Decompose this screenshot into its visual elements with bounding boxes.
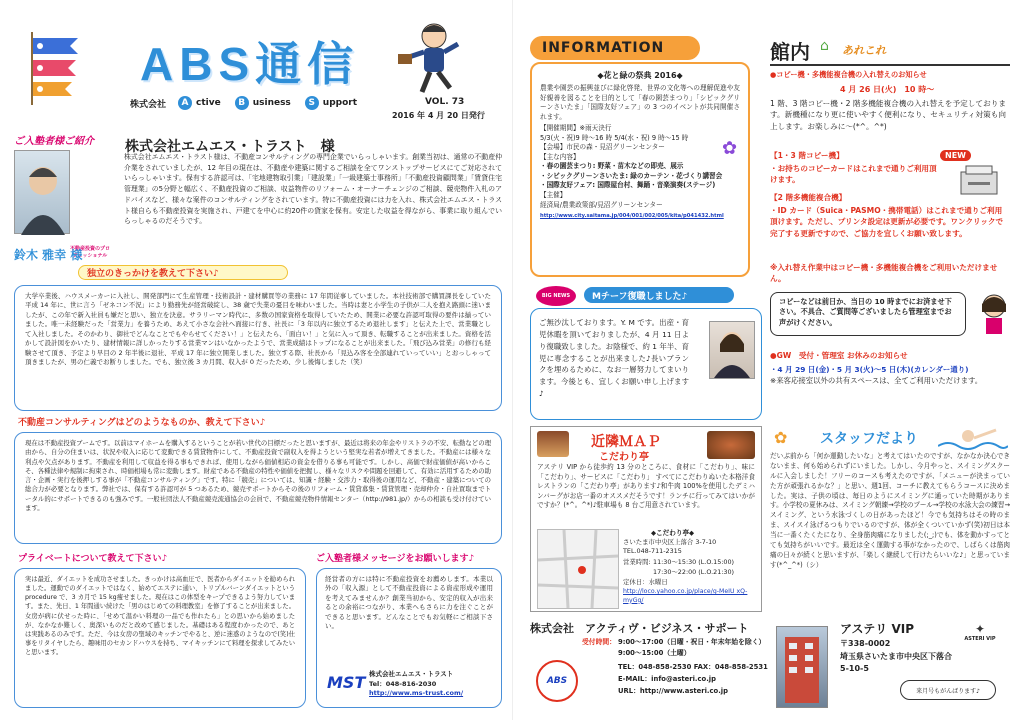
map-image (537, 529, 619, 609)
copier-icon (958, 162, 1000, 198)
brand-word-b: usiness (252, 98, 291, 108)
message-company: 株式会社エムエス・トラスト (369, 670, 454, 678)
staff-girl-illustration (974, 290, 1014, 336)
footer-hours-1: 9:00～17:00（日曜・祝日・年末年始を除く） (618, 638, 766, 646)
q2-title: 不動産コンサルティングはどのようなものか、教えて下さい♪ (14, 414, 304, 429)
footer-email[interactable]: E-MAIL：info@asteri.co.jp (618, 675, 716, 683)
asteri-logo (954, 622, 1006, 648)
intro-body: 株式会社エムエス・トラスト様は、不動産コンサルティングの専門企業でいらっしゃいます。創業当初は、通常の不動産仲介業をされていましたが、12 年目の現在は、不動産や建築に関するご相談を全てワンストップサービスにてご対応されていらっしゃいます。保有する許認可は、「宅地建物取引業」「建設業」「一級建築士事務所」「不動産投資顧問業」「賃貸住宅管理業」の5分野と幅広く、不動産投資のご相談、収益物件のリフォーム・オーナーチェンジのご相談、競売物件入札のアドバイスなど、様々な案件のコンサルティングをされています。特に不動産投資には力を入れ、株式会社エムエス・トラスト様自らも不動産投資を実施され、戸建てを中心に約20件の貸家を保有。安定した収益を得ながら、事業に取り組んでいらっしゃるのだそうです。 (124, 153, 502, 226)
staff-body: だいぶ前から「何か運動したいな」と考えてはいたのですが、なかなか決心できないまま、何も始められずにいました。しかし、今月やっと、スイミングスクールに入会しました！フリーのコースも考えたのですが、「メニューが決まっていた方が頑張れるかな？」と思い、週1回、コーチに教えてもらうコースに決めました。実は、子供の頃は、毎日のようにスイミングに通っていた時期があります。小学校の夏休みは、スイミング朝練→学校のプール→学校の水泳大会の練習→スイミング、という水泳づくしの日があったほど！今でも気持ちはその時のまま、スイスイ泳げるつもりでいるのですが、体が全くついていかず(笑)初日は本当に一番くたくたになり、全身筋肉痛になりました(;_;)でも、体を動かすってとても気持ちがいいです。最近は全く運動する事がなかったので、しばらくは筋肉痛の日々が続くと思いますが、「楽しく継続して行けたらいいな♪」と思っています(*^_^*)（シ） (770, 452, 1010, 569)
footer-hours-2: 9:00～15:00（土曜） (618, 649, 691, 657)
page-title: ABS通信 (140, 38, 360, 90)
brand-letter-b: B (235, 96, 249, 110)
info-url[interactable]: http://www.city.saitama.jp/004/001/002/005/kita/p041432.html (540, 213, 724, 220)
flower-icon: ✿ (722, 138, 738, 159)
info-line-9: 経済局/農業政策部/見沼グリーンセンター (540, 200, 663, 209)
company-brand (130, 96, 357, 110)
footer-hours-label: 受付時間： (582, 638, 616, 646)
brand-letter-a: A (178, 96, 192, 110)
info-line-8: 【主催】 (540, 191, 567, 200)
kinrin-url[interactable]: http://loco.yahoo.co.jp/place/g-MeIU xQ-myGg/ (623, 588, 748, 604)
footer-url[interactable]: URL：http://www.asteri.co.jp (618, 687, 728, 695)
notice-body: 1 階、3 階コピー機・2 階多機能複合機の入れ替えを予定しております。新機種になり更に使いやすく便利になり、セキュリティ対策も向上します。お楽しみに～(*^。^*) (770, 99, 1006, 131)
businessman-illustration (392, 18, 472, 98)
kinrin-body: アステリ VIP から徒歩約 13 分のところに、食材に「こだわり」、味に「こだわり」、サービスに「こだわり」 すべてにこだわりぬいた本格洋食レストランの「こだわり亭」があります♪和牛肉 100%を使用したデミハンバーグがお店一番のオススメだそうです！ランチに行ってみてはいかがですか？(*^。^*)♪駐車場も 8 台ご用意されています。 (537, 463, 755, 510)
copy-body: ・お持ちのコピーカードはこれまで通りご利用頂けます。 (770, 164, 937, 185)
issue-volume: VOL. 73 (425, 97, 465, 107)
message-body: 経営者の方には特に不動産投資をお薦めします。本業以外の「収入源」として不動産投資による資産形成や運用を考えてみませんか？創業当初から、安定的収入が出来るとの余裕につながり、本業へもさらに力を注ぐことができると思います。どんなことでもお気軽にご相談下さい。 (325, 575, 493, 631)
info-line-6: ・シビックグリーンさいたま: 緑のカーテン・花づくり講習会 (540, 171, 723, 180)
mst-logo: MST (327, 673, 366, 692)
info-line-3: 【会場】市民の森・見沼グリーンセンター (540, 143, 665, 152)
q3-body: 実は最近、ダイエットを成功させました。きっかけは高血圧で、医者からダイエットを勧められました。運動でのダイエットではなく、始めてエステに通い、トリプルバーンダイエットという procedure で、3 カ月で 15 kg痩せました。現在はこの体型をキープできるよう努力しています。また、先日、1 年間通い続けた「男のはじめての料理教室」を修了することが出来ました。女房が病に伏せった時に、「せめて温かい料理の一品でも作れたら」との思いから始めましたが、なかなか難しく、奥深いものだと改めて感じました。基礎はある程度わかったので、あとは実践あるのみです。ただ、今は女房の聖域のキッチンでやると、逆に迷惑のようなので(笑)仕事をリタイヤしたら、趣味用のセカンドハウスを持ち、マイキッチンにて料理を探求してみたいと思います。 (14, 568, 306, 708)
footer-bubble: 来月号もがんばります♪ (900, 680, 996, 700)
kannai-bubble-text: コピーなどは前日か、当日の 10 時までにお済ませ下さい。不具合、ご質問等ございましたら管理室までお声がけください。 (779, 297, 952, 327)
gw-note: ※来客応接室以外の共有スペースは、全てご利用いただけます。 (770, 376, 983, 385)
brand-word-s: upport (322, 98, 358, 108)
info-line-5: ・春の園芸まつり: 野菜・苗木などの即売、展示 (540, 162, 684, 171)
kinrin-closed: 定休日：水曜日 (623, 578, 668, 586)
bignews-body: ご無沙汰しております。Y. M です。出産・育児休暇を頂いておりましたが、4 月 11 日より復職致しました。お陰様で、約 1 年半、育児に専念することが出来ました♪長いブランクを埋めるために、なお一層努力してまいります。今後とも、宜しくお願い申し上げます♪ (539, 318, 689, 399)
notice-title: ●コピー機・多機能複合機の入れ替えのお知らせ (770, 70, 927, 79)
info-event-title: ◆花と緑の祭典 2016◆ (597, 71, 683, 80)
koinobori-illustration (28, 30, 86, 105)
gw-date: ・4 月 29 日(金)・5 月 3(火)～5 日(木)(カレンダー通り) (770, 365, 969, 374)
kinrin-box (530, 426, 762, 612)
house-icon: ⌂ (820, 38, 829, 54)
kinrin-title: 近隣ＭＡＰ (591, 434, 661, 450)
portrait-photo (14, 150, 70, 234)
multi-body: ・ID カード（Suica・PASMO・携帯電話）はこれまで通りご利用頂けます。ただし、プリンタ設定は更新が必要です。ワンクリックで完了する更新ですので、ご協力を宜しくお願い致します。 (770, 206, 1004, 238)
q1-body: 大学卒業後、ハウスメーカーに入社し、開発部門にて生産管理・技術設計・建材購買等の業務に 17 年間従事していました。本社技術部で購買課長をしていた平成 14 年に、世に言う「ゼネコン不況」により勤務先が経営破綻し、38 歳で失業の憂目を味わいました。当時は妻と小学生の子供が二人を抱え路頭に迷いましたが、この年で新入社員も嫌だと思い、独立を決意。サラリーマン時代に、多数の国家資格を取得していたため、開業に必要な許認可取得の要件は揃っていました。唯一未経験だった「営業力」を養うため、あえて小さな会社へ面接に行き、社長に「3 年以内に独立するため退社します」と伝えた上で、営業職として入社しました。そのかわり、御社でどんなことでもやらせてください！」と伝えたら、「面白い！」と気に入って頂き、転職することが出来ました。資格を活かして設計図をかいたり、建材情報に詳しかったりする営業マンはいなかったようで、営業成績はトップになることが出来ました。「飛び込み営業」の修行も経験させて頂き、予定より早目の 2 年半後に退社、平成 17 年に独立開業しました。独立する際、社長から「見込み客を全部連れていっていい」とおっしゃって頂きましたが、男の仁義でお断りしました。でも、独立後 3 カ月間、収入が 0 だったため、少し後悔しました（笑） (14, 285, 502, 411)
person-name: 鈴木 雅幸 様 (14, 248, 83, 262)
new-badge: NEW (940, 150, 971, 161)
bignews-box (530, 308, 762, 420)
asteri-logo-text: ASTERI VIP (964, 636, 996, 642)
issue-date: 2016 年 4 月 20 日発行 (392, 111, 485, 120)
bignews-badge: BIG NEWS (536, 286, 576, 306)
brand-word-a: ctive (196, 98, 221, 108)
kinrin-hours-1: 11:30～15:30 (L.O.15:00) (653, 558, 735, 566)
kinrin-info-title: ◆こだわり亭◆ (651, 529, 695, 537)
bignews-title: Mチーフ復職しました♪ (584, 287, 734, 303)
kannai-top-rule (770, 64, 1010, 66)
footer-building: アステリ VIP (840, 622, 915, 636)
footer-address: 埼玉県さいたま市中央区下落合 (840, 652, 952, 661)
message-tel: Tel：048-816-2030 (369, 680, 437, 688)
intro-label: ご入塾者様ご紹介 (14, 136, 94, 147)
page-divider (512, 0, 513, 720)
building-photo (776, 626, 828, 708)
asteri-logo-mark: ✦ (974, 622, 986, 636)
staff-flower-icon: ✿ (774, 428, 788, 447)
featured-company: 株式会社エムエス・トラスト 様 (125, 139, 335, 155)
kannai-title: 館内 (770, 40, 810, 64)
q1-title: 独立のきっかけを教えて下さい♪ (78, 265, 288, 280)
copy-head: 【1・3 階コピー機】 (770, 151, 844, 160)
staff-photo (709, 321, 755, 379)
footer-zip: 〒338-0002 (840, 639, 891, 648)
footer-tel: TEL：048-858-2530 FAX：048-858-2531 (618, 663, 768, 671)
notice-date: 4 月 26 日(火) 10 時〜 (840, 85, 935, 94)
kinrin-subtitle: こだわり亭 (599, 452, 649, 463)
info-line-7: ・国際友好フェア: 国際屋台村、舞踊・音楽演奏(ステージ) (540, 181, 716, 190)
info-line-2: 5/3(火・祝)9 時〜16 時 5/4(水・祝) 9 時〜15 時 (540, 133, 689, 142)
q2-body: 現在は不動産投資ブームです。以前はマイホームを購入するということが若い世代の目標だったと思いますが、最近は将来の年金やリストラの不安、転勤などの理由から、自分の住まいは、状況や収入に応じて変動できる賃貸物件にして、不動産投資で副収入を得ようという堅実な若者が増えてきました。不動産には様々な利点や欠点があります。不動産を利用して収益を得る事もできれば、使用しながら価値相応の資金を借りる事も可能です。しかし、高価で財産価値が高いからこそ、各種法律や規制に拘束され、時価相場も常に変動します。財産である不動産の特性や価値を把握し、様々なリスクや問題を回避して、有効に活用するための助言・企画・実行を後押しする事が「不動産コンサルティング」です。特に「競売」については、知識・経験・交渉力・取得後の運用など、不動産・建築についての総合力が必要となります。弊社では、保有する許認可が 5 つあるため、競売サポートからその後のリフォーム・賃貸募集・賃貸管理・売却仲介・自社買取までトータル的にサポートできるのも強みです。一般社団法人不動産競売流通協会の会員で、不動産競売物件情報センター（http://981.jp/）からの相談も受け付けています。 (14, 432, 502, 544)
kinrin-hours-label: 営業時間: (623, 558, 651, 566)
multi-head: 【2 階多機能複合機】 (770, 193, 847, 202)
person-caption: 不動産投資のプロフェッショナル (70, 246, 111, 259)
info-box (530, 62, 750, 277)
info-title: INFORMATION (530, 36, 700, 60)
message-box (316, 568, 502, 708)
kinrin-address: さいたま市中央区上落合 3-7-10 (623, 538, 717, 546)
abs-logo: ABS (536, 660, 578, 702)
company-prefix: 株式会社 (130, 99, 167, 110)
message-title: ご入塾者様メッセージをお願いします♪ (312, 550, 502, 565)
kannai-subtitle: あれこれ (842, 44, 886, 57)
message-url[interactable]: http://www.ms-trust.com/ (369, 689, 464, 697)
staff-title: スタッフだより (820, 431, 918, 447)
replacement-warning: ※入れ替え作業中はコピー機・多機能複合機をご利用いただけません。 (770, 263, 998, 284)
footer-company: 株式会社 アクティヴ・ビジネス・サポート (530, 622, 749, 635)
swimmer-illustration (938, 424, 1008, 452)
info-line-1: 【開催期間】※雨天決行 (540, 124, 612, 133)
q3-title: プライベートについて教えて下さい♪ (14, 550, 204, 565)
info-line-4: 【主な内容】 (540, 152, 580, 161)
footer-address-2: 5-10-5 (840, 664, 869, 673)
brand-letter-s: S (305, 96, 319, 110)
restaurant-photo-2 (707, 431, 755, 459)
kannai-bubble (770, 292, 966, 336)
gw-title: ●GW 受付・管理室 お休みのお知らせ (770, 351, 908, 360)
kinrin-hours-2: 17:30～22:00 (L.O.21:30) (653, 568, 735, 576)
restaurant-photo-1 (537, 431, 569, 457)
info-intro: 農業や園芸の振興並びに緑化啓発、世界の文化等への理解促進や友好親善を図ることを目的として「春の園芸まつり」「シビックグリーンさいたま」「国際友好フェア」の 3 つのイベントが共同開催されます。 (540, 84, 740, 121)
kinrin-tel: TEL.048-711-2315 (623, 547, 682, 555)
